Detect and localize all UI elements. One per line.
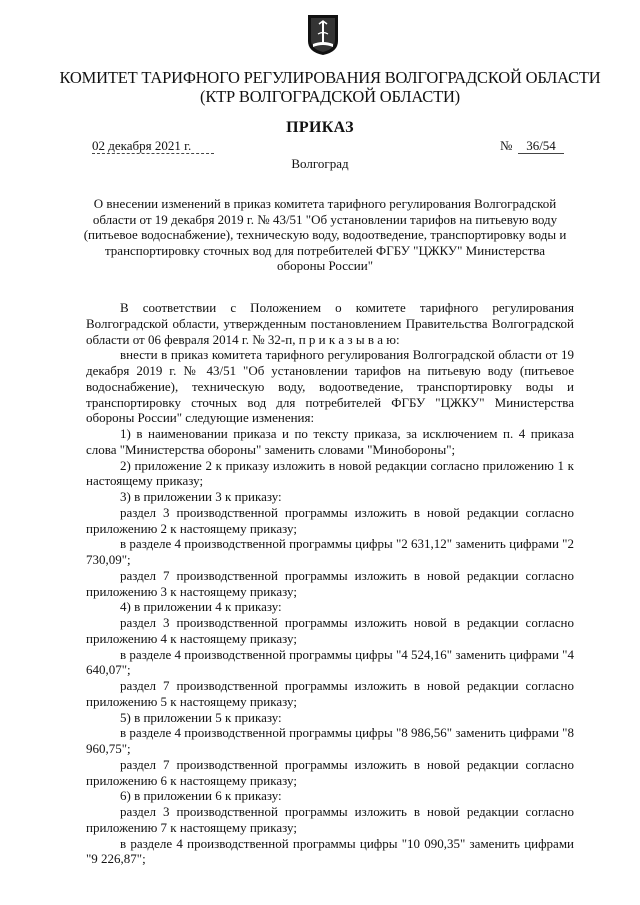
paragraph: раздел 7 производственной программы изложить в новой редакции согласно приложению 6 к настоящему приказу;: [86, 756, 574, 788]
paragraph: в разделе 4 производственной программы цифры "10 090,35" заменить цифрами "9 226,87";: [86, 835, 574, 867]
paragraph: 1) в наименовании приказа и по тексту приказа, за исключением п. 4 приказа слова "Министерства обороны" заменить словами "Минобороны";: [86, 426, 574, 457]
order-subject: О внесении изменений в приказ комитета тарифного регулирования Волгоградской области от 19 декабря 2019 г. № 43/51 "Об установлении тарифов на питьевую воду (питьевое водоснабжение), техническую воду, водоотведение, транспортировку воды и транспортировку сточных вод для потребителей ФГБУ "ЦЖКУ" Министерства обороны России": [83, 196, 567, 274]
paragraph: раздел 3 производственной программы изложить в новой редакции согласно приложению 2 к настоящему приказу;: [86, 504, 574, 536]
paragraph: В соответствии с Положением о комитете тарифного регулирования Волгоградской области, утвержденным постановлением Правительства Волгоградской области от 06 февраля 2014 г. № 32-п, п р и к а з ы в а ю:: [86, 300, 574, 347]
paragraph: в разделе 4 производственной программы цифры "2 631,12" заменить цифрами "2 730,09";: [86, 536, 574, 567]
paragraph: 3) в приложении 3 к приказу:: [120, 489, 282, 504]
paragraph: раздел 7 производственной программы изложить в новой редакции согласно приложению 5 к настоящему приказу;: [86, 678, 574, 709]
order-body: [86, 300, 574, 867]
paragraph: 2) приложение 2 к приказу изложить в новой редакции согласно приложению 1 к настоящему приказу;: [86, 457, 574, 489]
order-date: 02 декабря 2021 г.: [92, 138, 214, 154]
paragraph: 5) в приложении 5 к приказу:: [120, 709, 282, 725]
paragraph: в разделе 4 производственной программы цифры "4 524,16" заменить цифрами "4 640,07";: [86, 646, 574, 678]
volgograd-coat-of-arms-icon: [307, 14, 339, 56]
order-number-label: №: [500, 138, 513, 153]
paragraph: раздел 3 производственной программы изложить в новой редакции согласно приложению 7 к настоящему приказу;: [86, 804, 574, 835]
organization-short-name: (КТР ВОЛГОГРАДСКОЙ ОБЛАСТИ): [200, 87, 460, 106]
organization-name: КОМИТЕТ ТАРИФНОГО РЕГУЛИРОВАНИЯ ВОЛГОГРАДСКОЙ ОБЛАСТИ: [59, 68, 601, 87]
order-number: 36/54: [518, 138, 564, 154]
document-title: ПРИКАЗ: [286, 119, 354, 136]
paragraph: 4) в приложении 4 к приказу:: [120, 599, 282, 615]
paragraph: в разделе 4 производственной программы цифры "8 986,56" заменить цифрами "8 960,75";: [86, 725, 574, 756]
paragraph: 6) в приложении 6 к приказу:: [120, 788, 282, 804]
paragraph: раздел 7 производственной программы изложить в новой редакции согласно приложению 3 к настоящему приказу;: [86, 567, 574, 599]
paragraph: раздел 3 производственной программы изложить новой в редакции согласно приложению 4 к настоящему приказу;: [86, 615, 574, 646]
order-city: Волгоград: [291, 156, 349, 171]
paragraph: внести в приказ комитета тарифного регулирования Волгоградской области от 19 декабря 2019 г. № 43/51 "Об установлении тарифов на питьевую воду (питьевое водоснабжение), техническую воду, водоотведение, транспортировку воды и транспортировку сточных вод для потребителей ФГБУ "ЦЖКУ" Министерства обороны России" следующие изменения:: [86, 347, 574, 426]
